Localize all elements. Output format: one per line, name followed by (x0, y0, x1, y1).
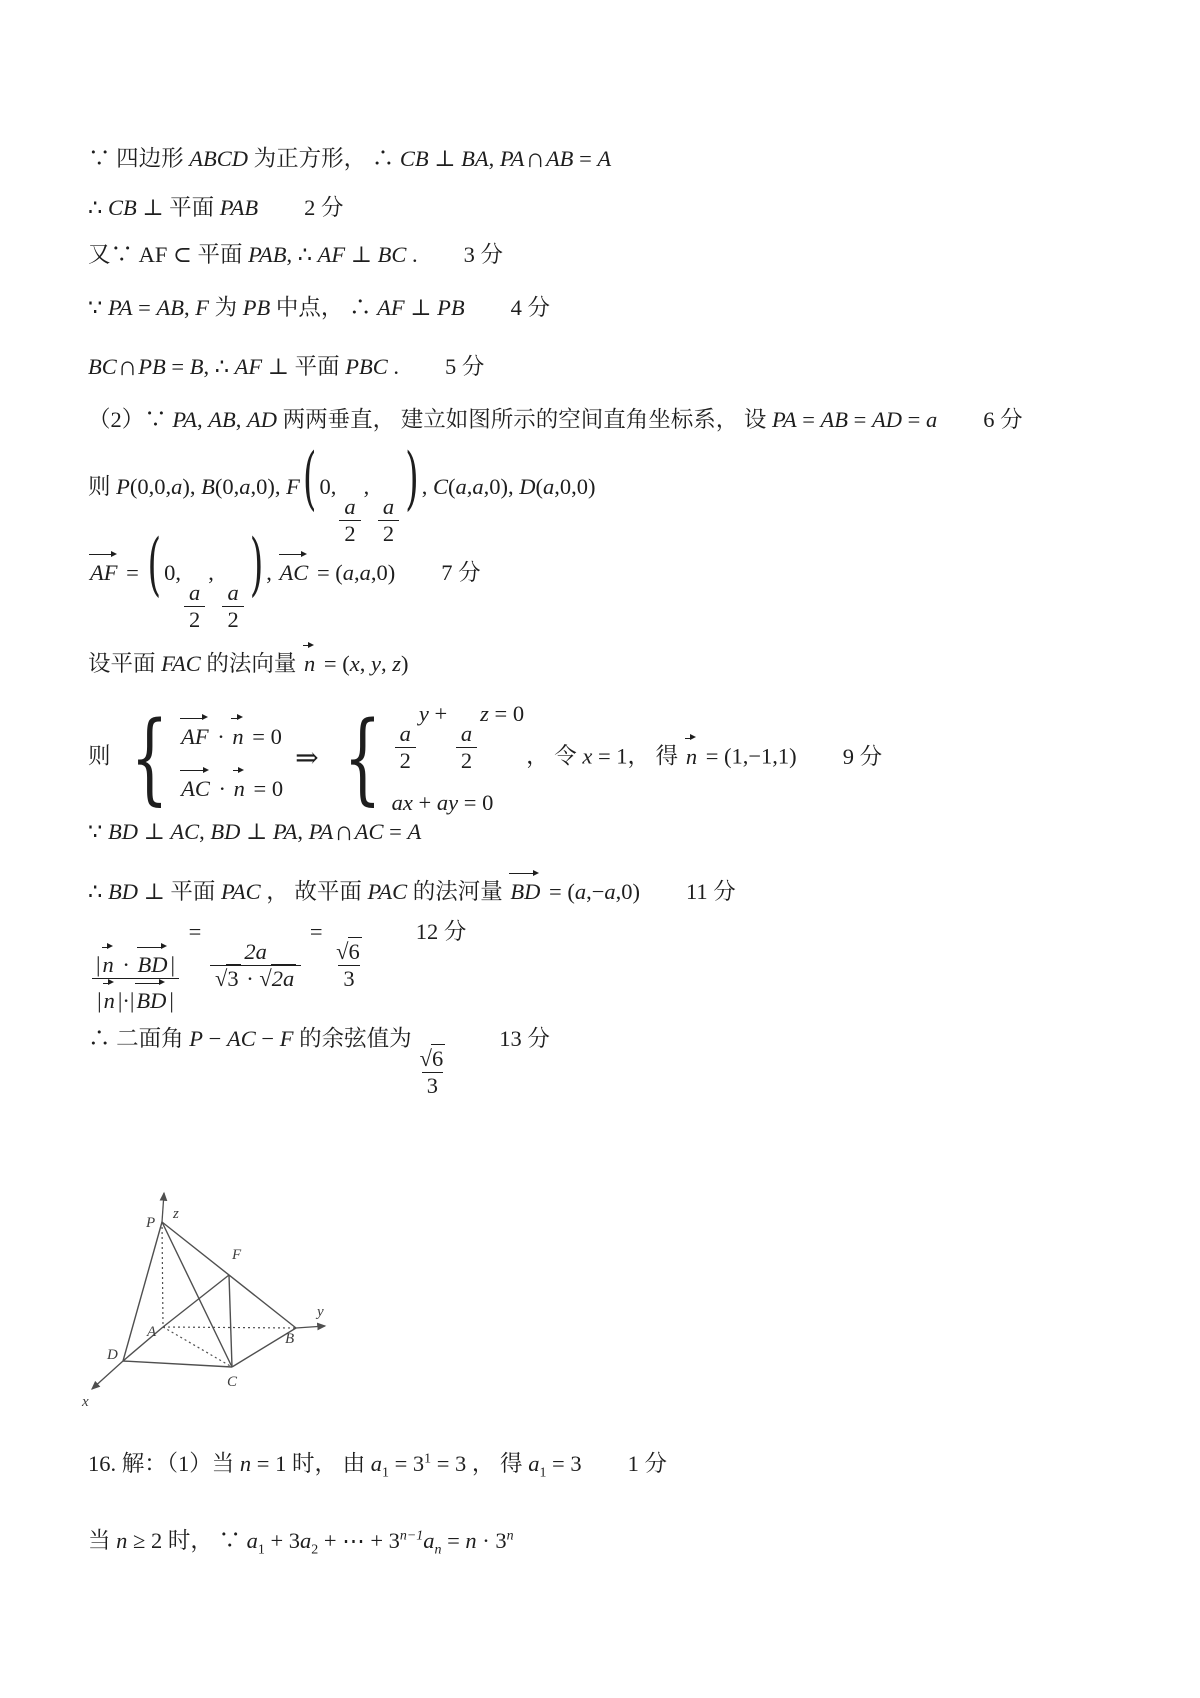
math-run: x (582, 743, 593, 769)
math-run: n (465, 1528, 477, 1553)
math-run: , (421, 474, 433, 499)
math-run: 则 (88, 743, 117, 769)
math-run: PA (172, 407, 197, 432)
denominator: 3 (338, 965, 359, 992)
line-14 (88, 1025, 550, 1099)
subscript: 1 (539, 1465, 547, 1481)
math-run: PA (499, 146, 525, 171)
score-label: 4 分 (510, 295, 550, 320)
math-run: PBC (345, 354, 388, 379)
abs-bar: | (96, 951, 101, 977)
math-run: BD (107, 879, 138, 904)
math-run: ⊥ 平面 (136, 195, 220, 220)
math-run: 为 (209, 295, 243, 320)
line-13 (88, 918, 466, 1013)
math-run: AC (354, 819, 384, 844)
math-run: a (359, 560, 371, 585)
math-run: 设平面 (88, 651, 162, 676)
math-run: ), (182, 474, 202, 499)
axis-label-x: x (82, 1394, 89, 1410)
fraction (184, 580, 205, 633)
math-run: F (195, 295, 209, 320)
math-run: a (370, 1451, 382, 1476)
math-run: PA (772, 407, 797, 432)
math-run: 的余弦值为 (293, 1026, 412, 1051)
math-run: AC (226, 1026, 256, 1051)
math-run: PAB (219, 195, 259, 220)
vertex-label-A: A (147, 1324, 157, 1340)
math-run: ,0,0) (554, 474, 596, 499)
z-axis (162, 1193, 164, 1222)
math-run: = 3 (388, 1451, 425, 1476)
math-run: a (543, 474, 555, 499)
math-run: AF (234, 354, 263, 379)
radicand: 6 (431, 1046, 444, 1072)
superscript: 1 (424, 1451, 432, 1467)
math-run: 则 (88, 474, 117, 499)
fraction (91, 943, 180, 1014)
math-run: ( (448, 474, 456, 499)
score-label: 1 分 (627, 1451, 667, 1476)
denominator: 2 (456, 747, 477, 774)
numerator (331, 939, 367, 965)
denominator: 3 (422, 1072, 443, 1099)
math-run: 中点， ∴ (270, 295, 378, 320)
math-run: ， 令 (526, 743, 583, 769)
line-1 (88, 141, 611, 175)
math-run: = (796, 407, 821, 432)
math-run: · (212, 776, 232, 802)
fraction (210, 939, 301, 992)
math-run: ⊥ 平面 (262, 354, 346, 379)
math-run: ≥ 2 时， ∵ (127, 1528, 247, 1553)
vector-BD: BD (134, 979, 169, 1014)
math-run: a (455, 474, 467, 499)
math-run: 0, (164, 560, 181, 585)
math-run: , (363, 474, 375, 499)
fraction (456, 721, 477, 774)
math-run: x (349, 651, 360, 676)
line-9 (88, 641, 408, 678)
math-run: = (573, 146, 598, 171)
math-run: = (383, 819, 408, 844)
math-run: AD (872, 407, 902, 432)
radicand: 6 (348, 939, 360, 965)
math-run: , ∴ (203, 354, 235, 379)
left-paren-icon: ( (302, 441, 317, 520)
math-run: = 0 (246, 723, 282, 749)
math-run: = 1 时， 由 (251, 1451, 371, 1476)
sqrt-icon: √ (214, 966, 227, 992)
abs-bar: | (97, 987, 102, 1013)
denominator (210, 965, 301, 992)
numerator (91, 943, 180, 978)
math-run: = ( (311, 560, 343, 585)
math-run: n (116, 1528, 128, 1553)
math-run: ) (400, 651, 409, 676)
math-run: = 3 ， 得 (431, 1451, 529, 1476)
math-run: B (189, 354, 204, 379)
math-run: = 1， 得 (592, 743, 684, 769)
math-run: AF (377, 295, 405, 320)
left-paren-icon: ( (147, 527, 162, 606)
line-2 (88, 194, 344, 222)
intersection-icon: ∩ (334, 816, 354, 846)
math-run: PAC (367, 879, 408, 904)
math-run: ⊥ (404, 295, 438, 320)
line-6 (88, 406, 1023, 434)
math-run: ,0) (615, 879, 641, 904)
math-run: AB (545, 146, 574, 171)
math-run: + (428, 701, 453, 726)
math-run: AB (820, 407, 849, 432)
right-paren-icon: ) (249, 527, 264, 606)
math-run: , (199, 819, 211, 844)
denominator (92, 978, 179, 1014)
numerator: a (188, 580, 201, 606)
edge-PA (162, 1222, 163, 1327)
math-run: ⊥ (240, 819, 273, 844)
math-run: A (407, 819, 422, 844)
math-run: · 3 (476, 1528, 507, 1553)
math-run: PA (308, 819, 334, 844)
math-run: CB (107, 195, 137, 220)
sqrt-icon: √ (336, 939, 348, 965)
vector-n: n (232, 766, 248, 803)
math-run: PB (138, 354, 166, 379)
math-run: PB (437, 295, 465, 320)
superscript: n−1 (399, 1528, 424, 1544)
math-run: , (184, 295, 196, 320)
math-run: AB (208, 407, 236, 432)
score-label: 2 分 (304, 195, 344, 220)
math-run: BD (107, 819, 138, 844)
math-run: + ⋯ + 3 (318, 1528, 400, 1553)
right-paren-icon: ) (405, 441, 419, 520)
math-run: · (240, 966, 260, 992)
math-run: P (116, 474, 130, 499)
equation-system: { AF · n = 0 AC · n = 0 (130, 700, 284, 816)
math-run: P (189, 1026, 204, 1051)
math-run: z (392, 651, 401, 676)
axis-label-y: y (317, 1304, 324, 1320)
math-run: = (902, 407, 926, 432)
math-run: · (116, 951, 136, 977)
vector-n: n (230, 714, 246, 751)
axis-label-z: z (173, 1206, 179, 1222)
math-run: C (432, 474, 448, 499)
math-run: PAC (221, 879, 261, 904)
math-run: ∵ (88, 295, 108, 320)
superscript: n (506, 1528, 514, 1544)
subscript: 2 (311, 1542, 319, 1558)
vertex-label-D: D (107, 1347, 118, 1363)
denominator: 2 (339, 520, 360, 547)
math-run: , (359, 651, 371, 676)
math-run: . (406, 242, 418, 267)
numerator: a (382, 494, 395, 520)
math-run: = 0 (488, 701, 525, 726)
math-run: ,0), (250, 474, 287, 499)
math-run: AC (170, 819, 200, 844)
math-run: F (286, 474, 300, 499)
line-12 (88, 869, 736, 906)
math-run: ay (436, 790, 459, 815)
math-run: ∴ 二面角 (88, 1026, 190, 1051)
denominator: 2 (222, 606, 243, 633)
sqrt-expression (420, 1044, 446, 1071)
edge-DC (123, 1361, 232, 1367)
fraction (222, 580, 243, 633)
sqrt-expression (259, 964, 296, 991)
subscript: 1 (381, 1465, 389, 1481)
math-run: AB (156, 295, 184, 320)
math-run: z (480, 701, 489, 726)
vector-AF: AF (179, 714, 212, 751)
math-run: PAB (248, 242, 287, 267)
math-run: a (528, 1451, 540, 1476)
math-run: ⊥ 平面 (137, 879, 221, 904)
math-run: （2）∵ (88, 407, 173, 432)
math-run: = (120, 560, 145, 585)
edge-FC (229, 1275, 232, 1367)
vector-AF: AF (88, 550, 121, 587)
math-run: = (183, 919, 207, 944)
line-5 (88, 349, 484, 383)
line-3 (88, 241, 503, 269)
math-run: + 3 (264, 1528, 301, 1553)
x-axis (92, 1361, 123, 1389)
fraction (395, 721, 416, 774)
math-run: 16. 解：（1）当 (88, 1451, 240, 1476)
math-run: BC (377, 242, 407, 267)
sqrt-icon: √ (259, 966, 271, 992)
math-run: , (196, 407, 209, 432)
vector-BD: BD (508, 869, 543, 906)
math-run: (0,0, (129, 474, 172, 499)
numerator: a (344, 494, 356, 520)
math-run: + (412, 790, 437, 815)
sqrt-expression (336, 937, 362, 964)
math-run: , (488, 146, 500, 171)
math-run: y (418, 701, 429, 726)
score-label: 12 分 (415, 919, 467, 944)
numerator: a (460, 721, 473, 747)
math-run: ⊥ (428, 146, 462, 171)
math-run: 又∵ AF ⊂ 平面 (88, 242, 249, 267)
sqrt-icon: √ (419, 1046, 431, 1072)
math-run: ∴ (88, 195, 108, 220)
score-label: 3 分 (463, 242, 503, 267)
math-run: AF (317, 242, 346, 267)
intersection-icon: ∩ (525, 143, 545, 173)
subscript: n (434, 1542, 442, 1558)
numerator: a (399, 721, 411, 747)
fraction (339, 494, 360, 547)
subscript: 1 (257, 1542, 265, 1558)
math-run: FAC (161, 651, 201, 676)
math-run: CB (399, 146, 429, 171)
math-run: a (171, 474, 183, 499)
math-run: = (165, 354, 190, 379)
fraction (378, 494, 399, 547)
math-run: = 3 (546, 1451, 582, 1476)
vector-AC: AC (179, 766, 213, 803)
math-run: 当 (88, 1528, 117, 1553)
math-run: a (604, 879, 616, 904)
vector-n: n (102, 979, 118, 1014)
vector-BD: BD (136, 943, 171, 978)
line-4 (88, 294, 550, 322)
math-run: a (574, 879, 587, 904)
math-run: ax (391, 790, 413, 815)
abs-bar: | (170, 951, 176, 977)
math-run: BD (210, 819, 241, 844)
math-run: = (132, 295, 157, 320)
score-label: 9 分 (842, 743, 883, 769)
math-run: . (387, 354, 399, 379)
line-8 (88, 527, 481, 633)
line-16 (88, 1527, 514, 1559)
vertex-label-B: B (285, 1331, 295, 1347)
vector-AC: AC (278, 550, 312, 587)
edge-AF (163, 1275, 229, 1327)
fraction (331, 939, 367, 992)
vertex-label-F: F (232, 1247, 242, 1263)
radicand: 3 (227, 966, 239, 992)
math-run: F (279, 1026, 294, 1051)
intersection-icon: ∩ (117, 351, 138, 381)
math-run: a (300, 1528, 312, 1553)
math-run: = 0 (247, 776, 284, 802)
math-run: , ∴ (286, 242, 318, 267)
math-run: a (239, 474, 251, 499)
math-run: − (203, 1026, 227, 1051)
math-run: = (1,−1,1) (700, 743, 797, 769)
math-run: BC (88, 354, 117, 379)
score-label: 13 分 (499, 1026, 550, 1051)
math-run: ABCD (189, 146, 249, 171)
math-run: ∵ 四边形 (88, 146, 190, 171)
math-run: y (370, 651, 381, 676)
pyramid-figure (80, 1185, 350, 1420)
numerator (415, 1046, 451, 1072)
math-run: 的法向量 (200, 651, 303, 676)
math-run: = 0 (458, 790, 494, 815)
sqrt-expression (215, 964, 241, 991)
math-run: = (441, 1528, 466, 1553)
y-axis (296, 1326, 325, 1328)
math-run: 为正方形， ∴ (248, 146, 400, 171)
math-run: PA (107, 295, 133, 320)
math-run: ， 故平面 (260, 879, 368, 904)
math-run: ⊥ (137, 819, 171, 844)
math-run: D (519, 474, 536, 499)
denominator: 2 (184, 606, 205, 633)
math-run: 两两垂直， 建立如图所示的空间直角坐标系， 设 (276, 407, 772, 432)
math-run: n (239, 1451, 252, 1476)
math-run: a (246, 1528, 258, 1553)
math-run: a (472, 474, 484, 499)
math-run: ∴ (88, 879, 108, 904)
radicand: 2a (271, 966, 295, 992)
math-run: B (201, 474, 215, 499)
denominator: 2 (395, 747, 416, 774)
math-run: PB (242, 295, 271, 320)
numerator: a (227, 580, 239, 606)
edge-PC (162, 1222, 232, 1367)
edge-AD (123, 1327, 163, 1361)
math-run: ,− (586, 879, 605, 904)
abs-bar: | (169, 987, 174, 1013)
math-run: ,0), (483, 474, 520, 499)
math-run: − (255, 1026, 280, 1051)
math-run: a (423, 1528, 435, 1553)
math-run: = ( (318, 651, 350, 676)
equation-system: { $\frac{a}{2}$ y + $\frac{a}{2}$ z = 0 ax + ay = 0 (343, 700, 525, 816)
math-run: · (211, 723, 231, 749)
edge-AB (163, 1327, 296, 1328)
math-run: ,0) (370, 560, 396, 585)
math-run: ⊥ (345, 242, 378, 267)
fraction (415, 1046, 451, 1099)
line-11 (88, 814, 421, 848)
math-run: a (342, 560, 354, 585)
numerator: 2a (244, 939, 267, 965)
math-run: , (266, 560, 278, 585)
score-label: 6 分 (983, 407, 1023, 432)
math-run: BA (461, 146, 489, 171)
vector-n: n (101, 943, 117, 978)
math-run: 0, (319, 474, 337, 499)
math-run: = (848, 407, 872, 432)
line-7 (88, 441, 596, 547)
vector-n: n (302, 641, 318, 678)
math-run: , (380, 651, 393, 676)
math-run: = (304, 919, 329, 944)
math-run: , (466, 474, 473, 499)
edge-PD (123, 1222, 162, 1361)
math-run: AD (246, 407, 277, 432)
math-run: , (297, 819, 309, 844)
math-run: , (354, 560, 360, 585)
vector-n: n (684, 734, 700, 771)
math-run: PA (272, 819, 298, 844)
math-run: , (235, 407, 247, 432)
math-run: 的法河量 (407, 879, 509, 904)
denominator: 2 (378, 520, 399, 547)
math-run: , (208, 560, 220, 585)
score-label: 11 分 (686, 879, 736, 904)
implies-icon: ⇒ (295, 742, 319, 774)
score-label: 5 分 (444, 354, 485, 379)
math-run: a (925, 407, 938, 432)
vertex-label-C: C (227, 1374, 238, 1390)
math-run: ( (535, 474, 543, 499)
math-run: ∵ (88, 819, 108, 844)
math-run: = ( (543, 879, 575, 904)
line-15 (88, 1450, 667, 1482)
math-run: |·| (117, 987, 135, 1013)
math-run: A (597, 146, 612, 171)
vertex-label-P: P (146, 1215, 156, 1231)
line-10 (88, 700, 882, 817)
score-label: 7 分 (441, 560, 481, 585)
math-run: (0, (214, 474, 240, 499)
